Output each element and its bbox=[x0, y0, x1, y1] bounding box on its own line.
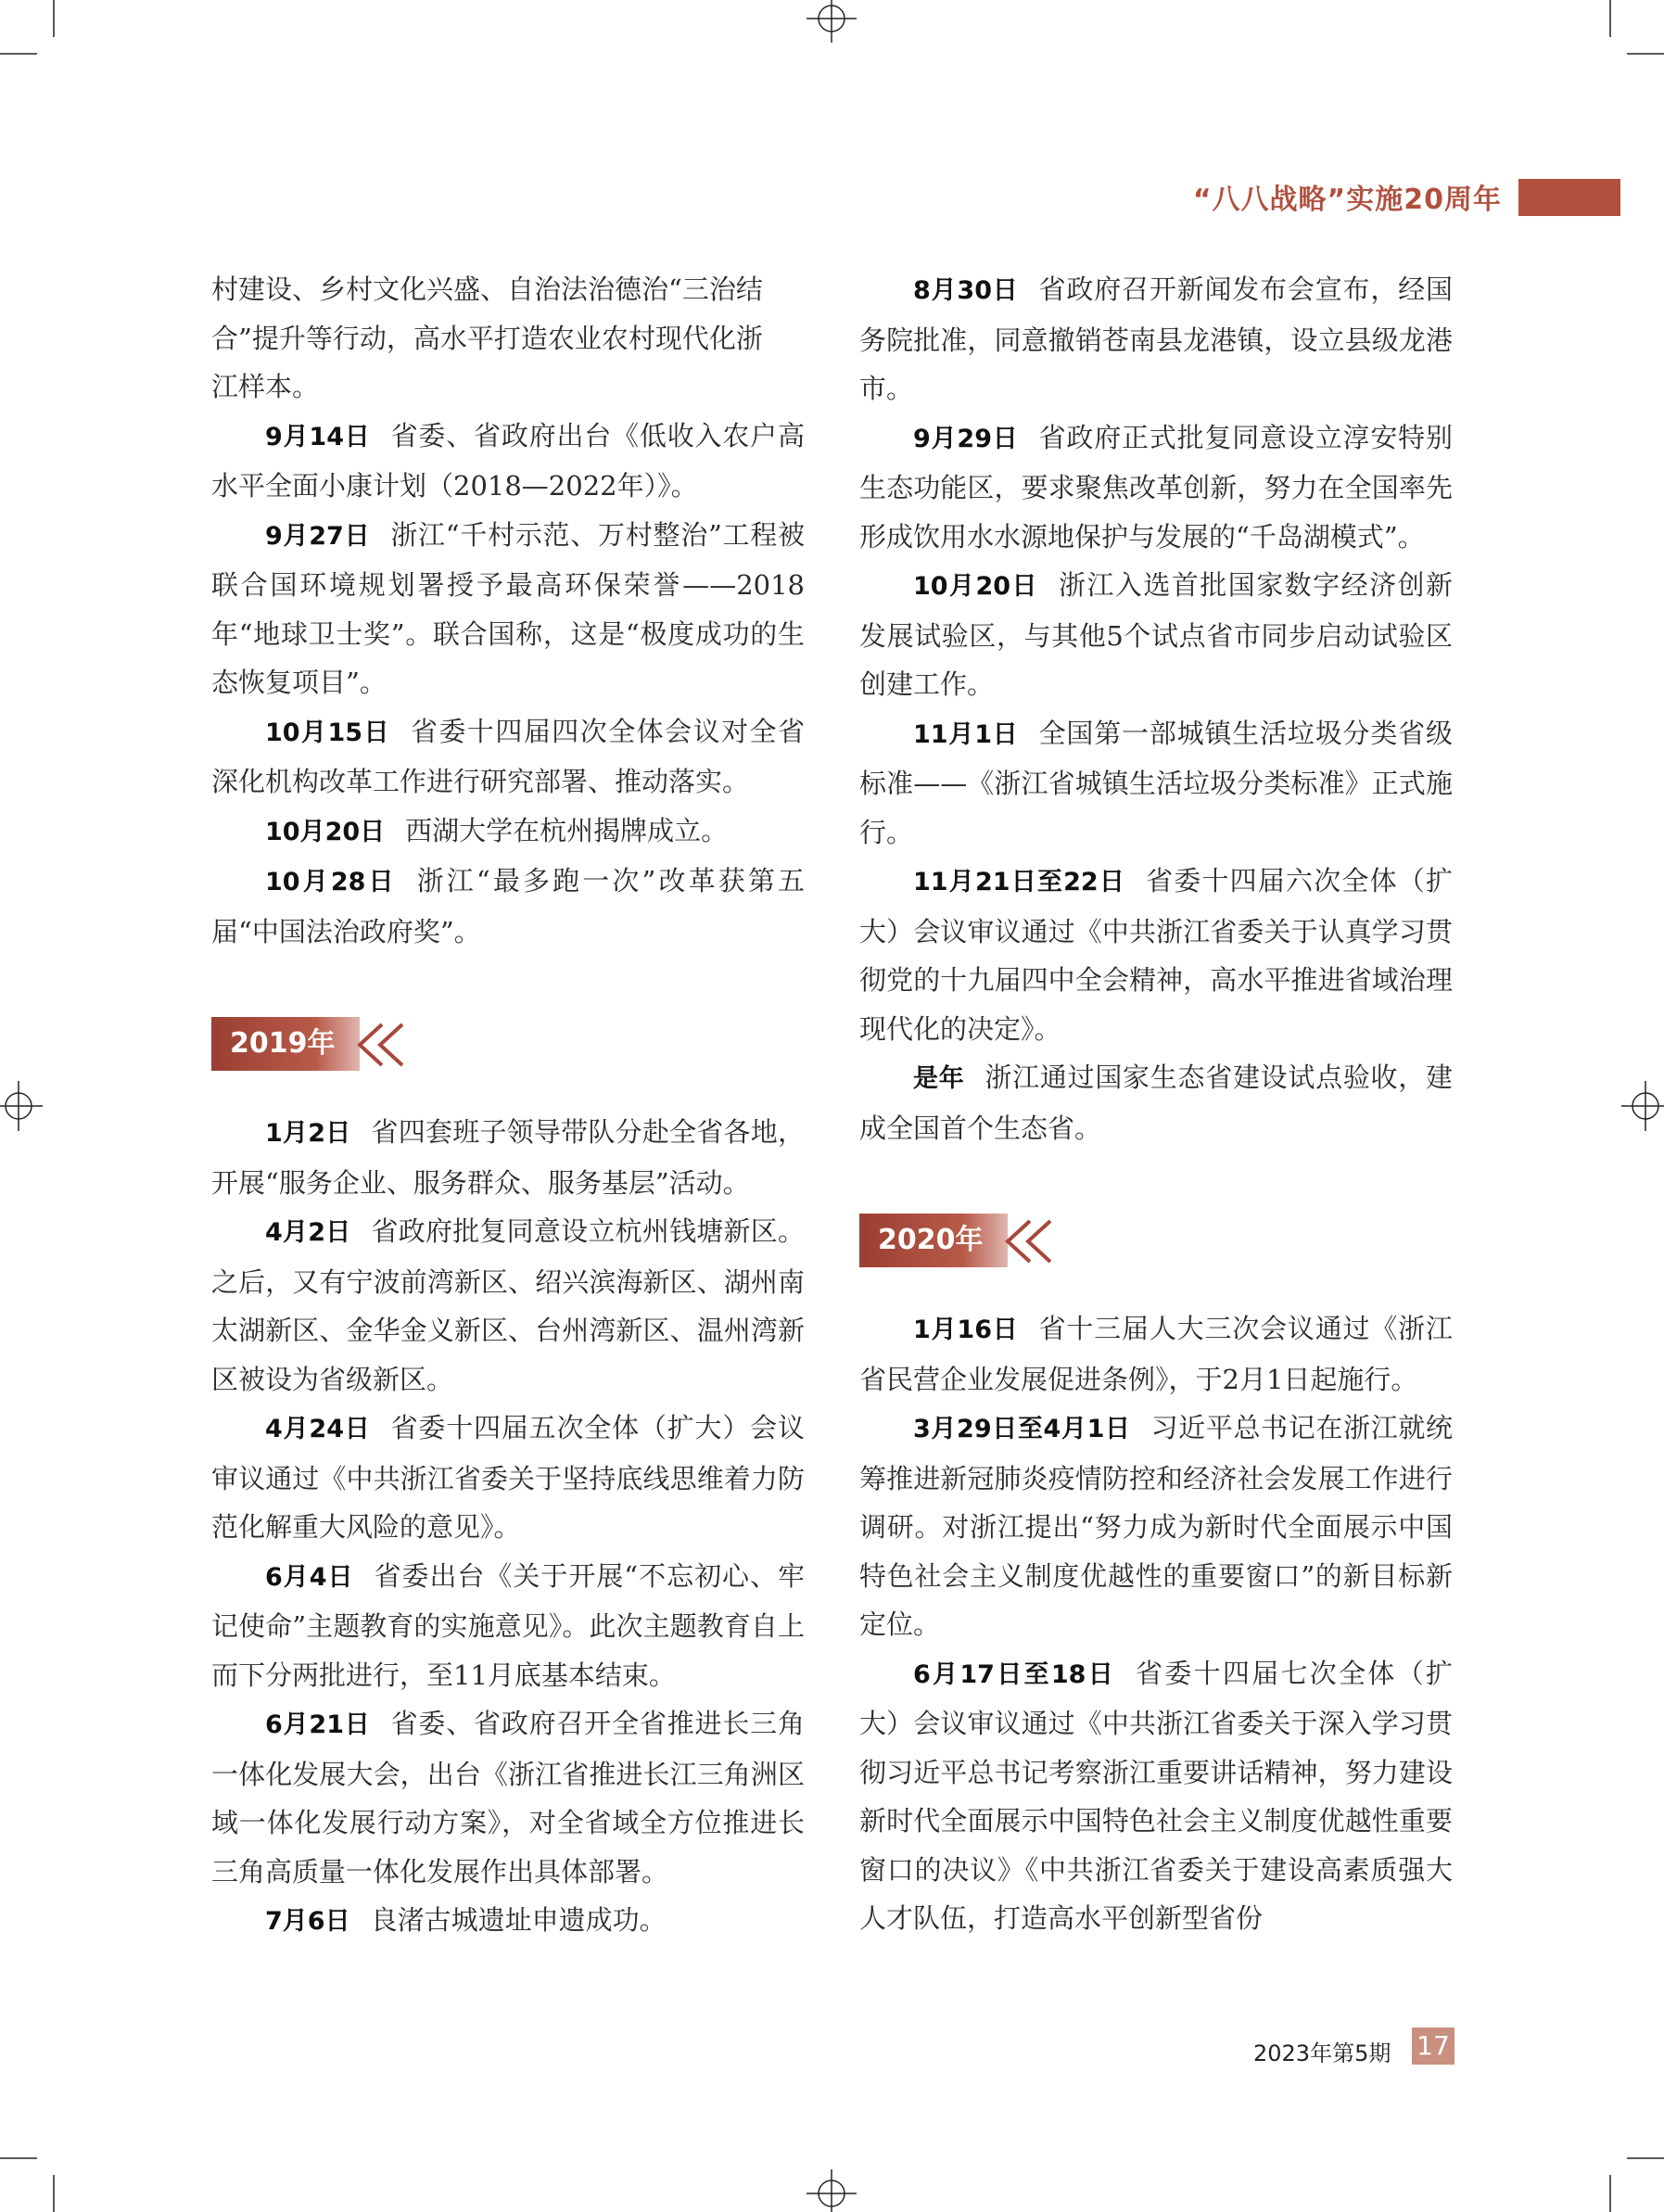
chronicle-entry bbox=[211, 1207, 805, 1404]
entry-date: 4月24日 bbox=[265, 1415, 371, 1443]
entry-text: 省委十四届五次全体（扩大）会议审议通过《中共浙江省委关于坚持底线思维着力防范化解重大风险的意见》。 bbox=[211, 1412, 805, 1543]
chronicle-entry bbox=[859, 1404, 1453, 1649]
chronicle-entry bbox=[211, 707, 805, 807]
entry-text: 良渚古城遗址申遗成功。 bbox=[370, 1904, 667, 1936]
chronicle-entry bbox=[859, 413, 1453, 562]
entry-text: 省委十四届六次全体（扩大）会议审议通过《中共浙江省委关于认真学习贯彻党的十九届四中全会精神，高水平推进省域治理现代化的决定》。 bbox=[859, 865, 1453, 1045]
chronicle-entry bbox=[859, 1053, 1453, 1152]
chronicle-entry bbox=[859, 709, 1453, 858]
chronicle-entry bbox=[211, 412, 805, 511]
chronicle-entry bbox=[211, 1108, 805, 1207]
chronicle-entry bbox=[211, 1896, 805, 1947]
entry-text: 省委十四届四次全体会议对全省深化机构改革工作进行研究部署、推动落实。 bbox=[211, 715, 805, 797]
chronicle-entry bbox=[211, 1404, 805, 1552]
entry-date: 10月20日 bbox=[913, 572, 1038, 601]
chronicle-entry bbox=[859, 857, 1453, 1053]
entry-text: 习近平总书记在浙江就统筹推进新冠肺炎疫情防控和经济社会发展工作进行调研。对浙江提出“努力成为新时代全面展示中国特色社会主义制度优越性的重要窗口”的新目标新定位。 bbox=[859, 1412, 1453, 1640]
chronicle-entry bbox=[859, 561, 1453, 709]
entry-date: 是年 bbox=[913, 1064, 965, 1093]
entry-text: 全国第一部城镇生活垃圾分类省级标准——《浙江省城镇生活垃圾分类标准》正式施行。 bbox=[859, 717, 1453, 848]
running-header-title: “八八战略”实施20周年 bbox=[1192, 184, 1502, 216]
chronicle-entry bbox=[211, 511, 805, 707]
entry-text: 省十三届人大三次会议通过《浙江省民营企业发展促进条例》，于2月1日起施行。 bbox=[859, 1313, 1453, 1395]
entry-date: 10月28日 bbox=[265, 868, 397, 896]
entry-date: 1月16日 bbox=[913, 1316, 1019, 1344]
entry-date: 7月6日 bbox=[265, 1907, 350, 1936]
entry-date: 6月21日 bbox=[265, 1710, 371, 1739]
entry-date: 3月29日至4月1日 bbox=[913, 1415, 1131, 1443]
entry-text: 省政府批复同意设立杭州钱塘新区。之后，又有宁波前湾新区、绍兴滨海新区、湖州南太湖新区、金华金义新区、台州湾新区、温州湾新区被设为省级新区。 bbox=[211, 1215, 805, 1395]
chronicle-entry bbox=[211, 1552, 805, 1700]
entry-date: 8月30日 bbox=[913, 276, 1019, 305]
entry-date: 6月4日 bbox=[265, 1562, 354, 1592]
entry-text: 省委出台《关于开展“不忘初心、牢记使命”主题教育的实施意见》。此次主题教育自上而下分两批进行，至11月底基本结束。 bbox=[211, 1559, 806, 1691]
year-heading-2019 bbox=[211, 1017, 805, 1078]
entry-text: 浙江通过国家生态省建设试点验收，建成全国首个生态省。 bbox=[859, 1062, 1453, 1144]
entry-text: 省委、省政府出台《低收入农户高水平全面小康计划（2018—2022年）》。 bbox=[211, 419, 805, 502]
entry-text: 浙江“最多跑一次”改革获第五届“中国法治政府奖”。 bbox=[211, 865, 805, 947]
year-heading-2020 bbox=[859, 1214, 1453, 1275]
entry-date: 10月15日 bbox=[265, 718, 390, 747]
right-column bbox=[859, 265, 1453, 1943]
entry-text: 省政府召开新闻发布会宣布，经国务院批准，同意撤销苍南县龙港镇，设立县级龙港市。 bbox=[859, 273, 1453, 404]
entry-text: 浙江“千村示范、万村整治”工程被联合国环境规划署授予最高环保荣誉——2018年“地球卫士奖”。联合国称，这是“极度成功的生态恢复项目”。 bbox=[211, 518, 805, 698]
chronicle-entry bbox=[859, 265, 1453, 413]
chronicle-entry bbox=[859, 1649, 1453, 1943]
entry-text: 省四套班子领导带队分赴全省各地，开展“服务企业、服务群众、服务基层”活动。 bbox=[211, 1116, 805, 1199]
double-chevron-left-icon bbox=[998, 1215, 1063, 1267]
intro-line: 合”提升等行动，高水平打造农业农村现代化浙 bbox=[211, 322, 763, 354]
entry-text: 西湖大学在杭州揭牌成立。 bbox=[405, 814, 729, 846]
left-column bbox=[211, 265, 805, 1947]
issue-label: 2023年第5期 bbox=[1253, 2040, 1391, 2066]
entry-date: 11月1日 bbox=[913, 719, 1019, 749]
page-number: 17 bbox=[1412, 2028, 1454, 2065]
year-label: 2020年 bbox=[859, 1214, 1008, 1267]
intro-line: 江样本。 bbox=[211, 371, 320, 402]
entry-date: 6月17日至18日 bbox=[913, 1659, 1116, 1689]
entry-date: 9月27日 bbox=[265, 521, 371, 551]
intro-line: 村建设、乡村文化兴盛、自治法治德治“三治结 bbox=[211, 273, 763, 305]
entry-date: 9月14日 bbox=[265, 422, 371, 451]
chronicle-entry bbox=[859, 1304, 1453, 1404]
chronicle-entry bbox=[211, 1699, 805, 1896]
double-chevron-left-icon bbox=[350, 1019, 415, 1071]
entry-text: 省政府正式批复同意设立淳安特别生态功能区，要求聚焦改革创新，努力在全国率先形成饮用水水源地保护与发展的“千岛湖模式”。 bbox=[859, 421, 1453, 553]
entry-text: 省委、省政府召开全省推进长三角一体化发展大会，出台《浙江省推进长江三角洲区域一体化发展行动方案》，对全省域全方位推进长三角高质量一体化发展作出具体部署。 bbox=[211, 1708, 805, 1888]
chronicle-entry bbox=[211, 807, 805, 858]
entry-date: 4月2日 bbox=[265, 1218, 351, 1247]
entry-text: 浙江入选首批国家数字经济创新发展试验区，与其他5个试点省市同步启动试验区创建工作。 bbox=[859, 569, 1453, 700]
chronicle-entry bbox=[211, 857, 805, 956]
entry-date: 11月21日至22日 bbox=[913, 868, 1126, 896]
entry-date: 1月2日 bbox=[265, 1119, 351, 1148]
entry-date: 10月20日 bbox=[265, 817, 386, 846]
entry-date: 9月29日 bbox=[913, 424, 1019, 453]
header-accent-bar bbox=[1518, 179, 1620, 216]
entry-text: 省委十四届七次全体（扩大）会议审议通过《中共浙江省委关于深入学习贯彻习近平总书记考察浙江重要讲话精神，努力建设新时代全面展示中国特色社会主义制度优越性重要窗口的决议》《中共浙江省委关于建设高素质强大人才队伍，打造高水平创新型省份 bbox=[859, 1657, 1453, 1934]
year-label: 2019年 bbox=[211, 1017, 360, 1071]
